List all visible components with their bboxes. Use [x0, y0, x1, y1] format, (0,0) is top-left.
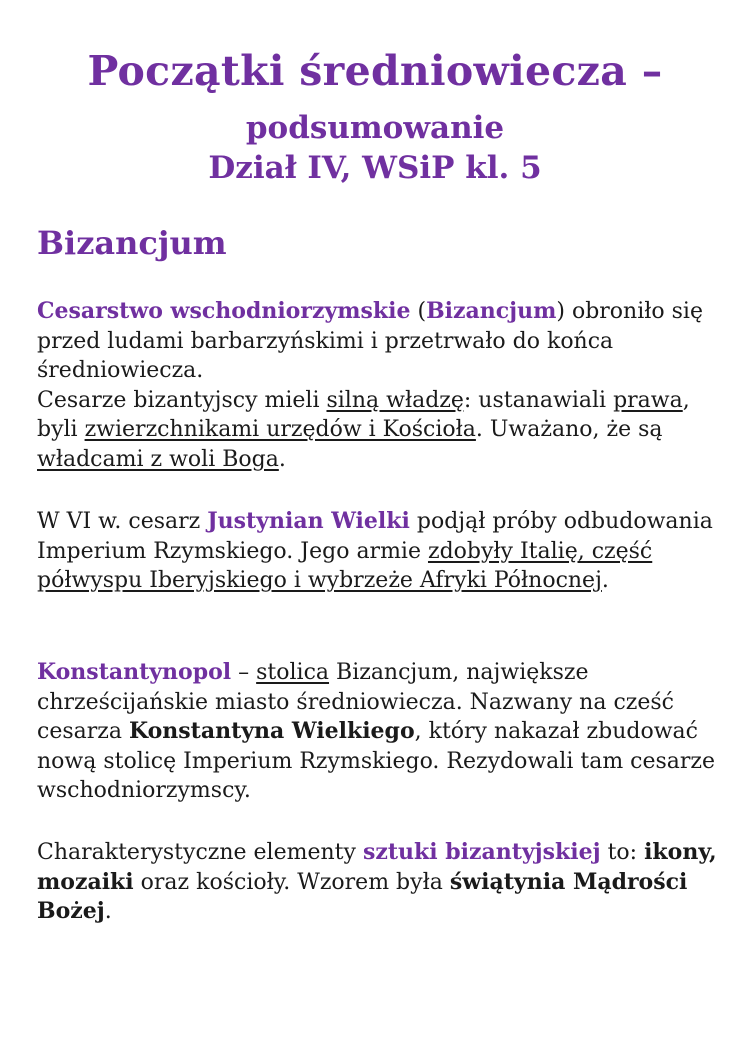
underlined-laws: prawa: [613, 387, 683, 413]
term-justinian: Justynian Wielki: [207, 508, 410, 534]
paragraph-byzantine-empire: [37, 297, 727, 475]
text-segment: .: [104, 899, 112, 925]
text-segment: –: [231, 660, 257, 685]
text-segment: , byli: [37, 387, 690, 443]
text-segment: Bizancjum, największe chrześcijańskie miasto średniowiecza. Nazwany na cześć cesarza: [37, 660, 675, 745]
text-segment: . Uważano, że są: [475, 417, 663, 443]
text-segment: oraz kościoły. Wzorem była: [133, 869, 450, 895]
paragraph-byzantine-art: [37, 838, 727, 927]
term-constantinople: Konstantynopol: [37, 659, 232, 685]
term-byzantine-art: sztuki bizantyjskiej: [362, 839, 601, 865]
text-segment: , który nakazał zbudować nową stolicę Imperium Rzymskiego. Rezydowali tam cesarze wschodniorzymscy.: [37, 719, 716, 804]
paragraph-justinian: [37, 507, 727, 596]
underlined-strong-power: silną władzę: [326, 387, 464, 413]
text-segment: ) obroniło się przed ludami barbarzyńskimi i przetrwało do końca średniowiecza.: [37, 299, 703, 384]
paragraph-constantinople: [37, 658, 727, 806]
text-segment: Cesarze bizantyjscy mieli: [37, 387, 327, 413]
text-segment: Charakterystyczne elementy: [37, 840, 363, 865]
title-line-3: Dział IV, WSiP kl. 5: [208, 150, 542, 186]
text-segment: (: [410, 299, 427, 324]
term-eastern-roman-empire: Cesarstwo wschodniorzymskie: [37, 298, 411, 324]
underlined-heads-of-offices: zwierzchnikami urzędów i Kościoła: [84, 417, 476, 443]
title-line-1: Początki średniowiecza –: [87, 47, 663, 95]
underlined-conquests: zdobyły Italię, część półwyspu Iberyjskiego i wybrzeże Afryki Północnej: [37, 538, 653, 594]
underlined-rulers-by-god: władcami z woli Boga: [37, 446, 279, 472]
section-heading: Bizancjum: [37, 224, 227, 262]
term-icons-mosaics: ikony, mozaiki: [37, 839, 717, 895]
term-byzantium: Bizancjum: [426, 298, 557, 324]
title-line-2: podsumowanie: [245, 110, 505, 146]
text-segment: W VI w. cesarz: [37, 509, 208, 534]
underlined-capital: stolica: [256, 660, 330, 685]
text-segment: podjął próby odbudowania Imperium Rzymskiego. Jego armie: [37, 509, 713, 564]
term-constantine: Konstantyna Wielkiego: [128, 718, 415, 745]
text-segment: .: [601, 568, 609, 594]
term-hagia-sophia: świątynia Mądrości Bożej: [37, 868, 688, 925]
text-segment: to:: [600, 840, 645, 865]
text-segment: .: [278, 446, 286, 472]
text-segment: : ustanawiali: [463, 387, 614, 413]
